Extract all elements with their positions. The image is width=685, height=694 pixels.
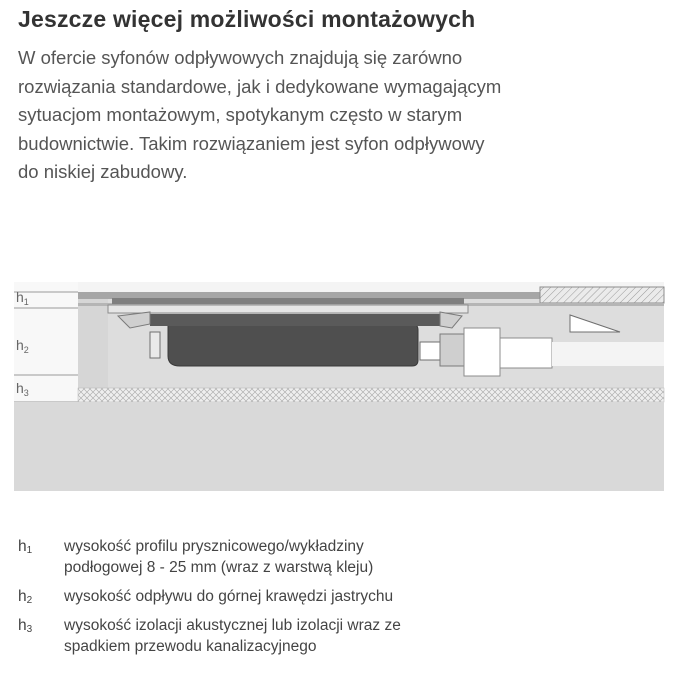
seal-right bbox=[420, 342, 440, 360]
intro-line: W ofercie syfonów odpływowych znajdują się zarówno bbox=[18, 47, 463, 68]
outlet-pipe-1 bbox=[464, 328, 500, 376]
intro-line: budownictwie. Takim rozwiązaniem jest syfon odpływowy bbox=[18, 132, 485, 154]
concrete-slab bbox=[14, 402, 664, 491]
label-h2: $h_2$ bbox=[16, 337, 29, 355]
outlet-pipe-2 bbox=[500, 338, 552, 368]
seal-left bbox=[150, 332, 160, 358]
label-h1: $h_1$ bbox=[16, 289, 29, 307]
insulation-layer bbox=[78, 388, 664, 402]
intro-line: do niskiej zabudowy. bbox=[18, 161, 188, 182]
left-wall-block bbox=[78, 296, 108, 388]
legend-item-h2 bbox=[18, 586, 658, 607]
legend bbox=[18, 536, 658, 665]
legend-text: wysokość odpływu do górnej krawędzi jastrychu bbox=[64, 588, 394, 605]
legend-text: wysokość izolacji akustycznej lub izolacji wraz ze spadkiem przewodu kanalizacyjnego bbox=[64, 617, 401, 655]
tile-layer bbox=[78, 292, 548, 299]
page-title: Jeszcze więcej możliwości montażowych bbox=[18, 6, 476, 32]
grate-frame bbox=[108, 305, 468, 313]
legend-text: wysokość profilu prysznicowego/wykładziny podłogowej 8 - 25 mm (wraz z warstwą kleju) bbox=[64, 538, 374, 576]
legend-key: $h_1$ bbox=[18, 538, 33, 556]
hatched-tile bbox=[540, 287, 664, 303]
outlet-pipe-3 bbox=[552, 342, 664, 366]
legend-item-h3 bbox=[18, 615, 658, 657]
installation-diagram bbox=[0, 272, 685, 494]
drain-body bbox=[168, 324, 418, 366]
legend-item-h1 bbox=[18, 536, 658, 578]
legend-key: $h_2$ bbox=[18, 588, 33, 606]
drain-grate bbox=[112, 298, 464, 304]
drain-top bbox=[150, 314, 440, 326]
intro-line: sytuacjom montażowym, spotykanym często w starym bbox=[18, 104, 463, 125]
intro-line: rozwiązania standardowe, jak i dedykowane wymagającym bbox=[18, 75, 502, 97]
outlet-socket bbox=[440, 334, 464, 366]
legend-key: $h_3$ bbox=[18, 617, 33, 635]
intro-paragraph bbox=[18, 44, 668, 187]
label-h3: $h_3$ bbox=[16, 380, 29, 398]
